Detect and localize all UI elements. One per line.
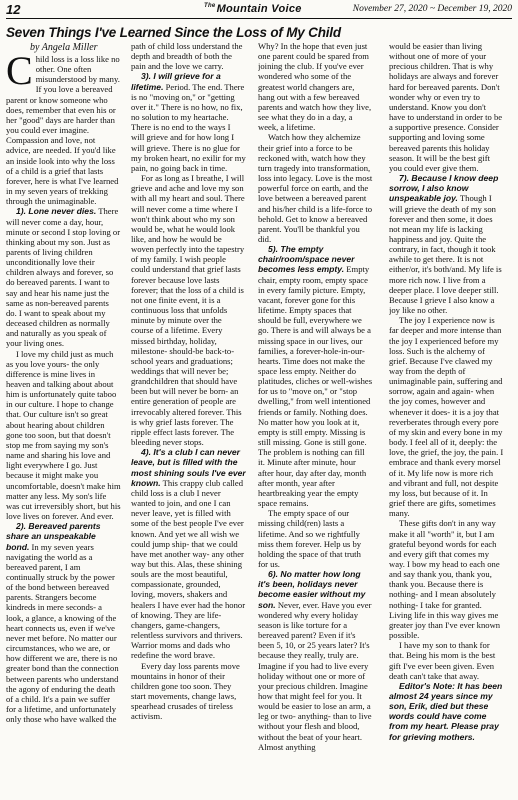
paragraph	[389, 681, 504, 742]
publication-name	[204, 3, 302, 15]
paragraph	[389, 41, 504, 173]
paragraph	[131, 661, 246, 722]
article-column-3	[258, 41, 373, 752]
paragraph-text: Watch how they alchemize their grief into a force to be reckoned with, watch how they turn tragedy into transformation, loss into legacy. Love is the most powerful force on earth, and the love between a bereaved parent and his/her child is a life-force to behold. Get to know a bereaved parent. You'll be thankful you did.	[258, 132, 373, 244]
paragraph-text: Never, ever. Have you ever wondered why every holiday season is like torture for a bereaved parent? Even if it's been 5, 10, or 25 years later? It's because they really, truly are. Imagine if you had to live every holiday without one or more of your precious children. Imagine how that might feel for you. It would be easier to lose an arm, a leg or two- anything- than to live without your flesh and blood, without the beat of your heart. Almost anything	[258, 599, 372, 752]
paragraph-text: Period. The end. There is no "moving on," or "getting over it." There is no how, no fix, no solution to my heartache. There is no end to the ways I will grieve and for how long I will grieve. There is no glue for my broken heart, no exilir for my pain, no going back in time.	[131, 81, 246, 173]
section-heading: 1). Lone never dies.	[16, 206, 97, 217]
page-header	[6, 3, 512, 19]
publication-the: The	[204, 3, 216, 9]
page-number: 12	[6, 2, 21, 17]
editor-note: Editor's Note: It has been almost 24 years since my son, Erik, died but these words could have come from my heart. Please pray for grieving mothers.	[389, 680, 503, 742]
paragraph-text: would be easier than living without one of more of your precious children. That is why holidays are always and forever hard for bereaved parents. Don't wonder why or even try to understand. Know you don't have to understand in order to be a supportive presence. Consider supporting and loving some bereaved parents this holiday season. It will be the best gift you could ever give them.	[389, 41, 503, 173]
paragraph-text: There will never come a day, hour, minute or second I stop loving or thinking about my son. Just as parents of living children unconditionally love their children always and forever, so do bereaved parents. I want to say and hear his name just the same as non-bereaved parents do. I want to speak about my deceased children as normally and naturally as you speak of your living ones.	[6, 206, 121, 349]
paragraph	[258, 569, 373, 752]
paragraph	[6, 206, 121, 348]
header-rule	[6, 18, 512, 19]
article-title: Seven Things I've Learned Since the Loss of My Child	[6, 25, 341, 40]
paragraph-text: These gifts don't in any way make it all "worth" it, but I am grateful beyond words for each and every gift that comes my way. I bow my head to each one and say thank you, thank you, thank you. Because there is nothing- and I mean absolutely nothing- I take for granted. Living life in this way gives me greater joy than I've ever known possible.	[389, 518, 501, 641]
paragraph-text: In my seven years navigating the world as a bereaved parent, I am continually struck by the power of the bond between bereaved parents. Strangers become kindreds in mere seconds- a look, a glance, a knowing of the heart connects us, even if we've never met before. No matter our circumstances, who we are, or how different we are, there is no greater bond than the connection between parents who understand the agony of enduring the death of a child. It's a pain we suffer for a lifetime, and unfortunately only those who have walked the	[6, 541, 119, 725]
paragraph-text: The empty space of our missing child(ren) lasts a lifetime. And so we rightfully miss them forever. Help us by holding the space of that truth for us.	[258, 508, 362, 569]
paragraph	[389, 315, 504, 518]
paragraph	[389, 173, 504, 315]
section-heading: 4). It's a club I can never leave, but is filled with the most shining souls I've ever known.	[131, 447, 246, 488]
paragraph-text: Every day loss parents move mountains in honor of their children gone too soon. They start movements, change laws, spearhead crusades of tireless activism.	[131, 660, 240, 722]
paragraph	[258, 244, 373, 508]
paragraph	[6, 349, 121, 522]
paragraph	[131, 41, 246, 71]
paragraph-text: Though I will grieve the death of my son forever and then some, it does not mean my life is lacking happiness and joy. Quite the contrary, in fact, though it took awhile to get there. It is not either/or, it's both/and. My life is more rich now. I live from a deeper place. I love deeper still. Because I grieve I also know a joy like no other.	[389, 193, 502, 316]
section-heading: 6). No matter how long it's been, holidays never become easier without my son.	[258, 569, 366, 610]
article-byline: by Angela Miller	[30, 42, 98, 53]
paragraph-text: Empty chair, empty room, empty space in every family picture. Empty, vacant, forever gone for this lifetime. Empty spaces that should be full, everywhere we go. There is and will always be a missing space in our lives, our families, a forever-hole-in-our-hearts. Time does not make the space less empty. Neither do platitudes, cliches or well-wishes for us to "move on," or "stop dwelling," from well intentioned friends or family. Nothing does. No matter how you look at it, empty is still empty. Missing is still missing. Gone is still gone. The problem is nothing can fill it. Minute after minute, hour after hour, day after day, month after month, year after heartbreaking year the empty space remains.	[258, 264, 373, 509]
paragraph	[6, 54, 121, 206]
section-heading: 5). The empty chair/room/space never becomes less empty.	[258, 244, 355, 275]
section-heading: 2). Bereaved parents share an unspeakable bond.	[6, 521, 101, 552]
issue-dates: November 27, 2020 ~ December 19, 2020	[352, 4, 512, 14]
article-column-1	[6, 54, 121, 724]
paragraph	[389, 640, 504, 681]
paragraph	[6, 521, 121, 724]
section-heading: 7). Because I know deep sorrow, I also know unspeakable joy.	[389, 173, 499, 204]
paragraph-text: Why? In the hope that even just one parent could be spared from joining the club. If you've ever wondered who some of the greatest world changers are, hang out with a few bereaved parents and watch how they live, see what they do in a day, a week, a lifetime.	[258, 41, 372, 133]
paragraph-text: For as long as I breathe, I will grieve and ache and love my son with all my heart and soul. There will never come a time where I won't think about who my son would be, what he would look like, and how he would be woven perfectly into the tapestry of my family. I wish people could understand that grief lasts forever because love lasts forever; that the loss of a child is not one finite event, it is a continuous loss that unfolds minute by minute over the course of a lifetime. Every missed birthday, holiday, milestone- should-be back-to-school years and graduations; weddings that will never be; grandchildren that should have been but will never be born- an entire generation of people are irrevocably altered forever. This is why grief lasts forever. The ripple effect lasts forever. The bleeding never stops.	[131, 173, 245, 448]
paragraph-text: This crappy club called child loss is a club I never wanted to join, and one I can never leave, yet is filled with some of the best people I've ever known. And yet we all wish we could jump ship- that we could have met another way- any other way but this. Alas, these shining souls are the most beautiful, compassionate, grounded, loving, movers, shakers and healers I have ever had the honor of knowing. They are life-changers, game-changers, relentless survivors and thrivers. Warrior moms and dads who redefine the word brave.	[131, 477, 246, 661]
section-heading: 3). I will grieve for a lifetime.	[131, 71, 221, 92]
paragraph-text: path of child loss understand the depth and breadth of both the pain and the love we carry.	[131, 41, 243, 72]
drop-cap: C	[6, 54, 33, 93]
article-column-2	[131, 41, 246, 721]
paragraph-text: I love my child just as much as you love yours- the only difference is mine lives in heaven and talking about about him is unfortunately quite taboo in our culture. I hope to change that. Our culture isn't so great about hearing about children gone too soon, but that doesn't stop me from saying my son's name and sharing his love and light everywhere I go. Just because it might make you uncomfortable, doesn't make him matter any less. My son's life was cut irreversibly short, but his love lives on forever. And ever.	[6, 348, 121, 522]
paragraph	[258, 132, 373, 244]
paragraph	[389, 518, 504, 640]
paragraph	[131, 173, 246, 447]
paragraph	[131, 447, 246, 660]
paragraph-text: The joy I experience now is far deeper and more intense than the joy I experienced before my loss. Such is the alchemy of grief. Because I've clawed my way from the depth of unimaginable pain, suffering and sorrow, again and again- when the joy comes, however and whenever it does- it is a joy that reverberates through every pore of my skin and every bone in my body. I feel all of it, deeply: the love, the grief, the joy, the pain. I embrace and thank every morsel of it. My life now is more rich and vibrant and full, not despite my loss, but because of it. In grief there are gifts, sometimes many.	[389, 315, 504, 519]
article-column-4	[389, 41, 504, 742]
paragraph-text: I have my son to thank for that. Being his mom is the best gift I've ever been given. Even death can't take that away.	[389, 640, 496, 681]
paragraph-text: hild loss is a loss like no other. One often misunderstood by many. If you love a bereaved parent or know someone who does, remember that even his or her "good" days are harder than you could ever imagine. Compassion and love, not advice, are needed. If you'd like an inside look into why the loss of a child is a grief that lasts forever, here is what I've learned in my seven years of trekking through the unimaginable.	[6, 54, 120, 207]
paragraph	[258, 508, 373, 569]
publication-title: Mountain Voice	[216, 3, 302, 15]
paragraph	[131, 71, 246, 173]
paragraph	[258, 41, 373, 132]
